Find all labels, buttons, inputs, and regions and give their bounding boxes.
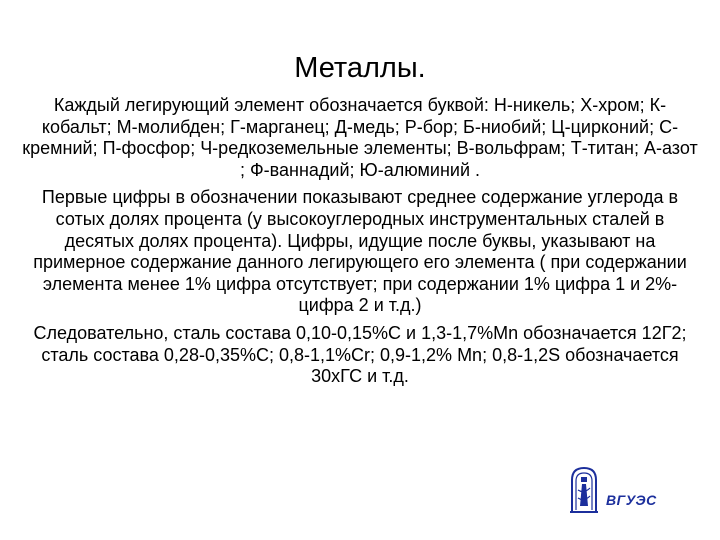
paragraph-example: Следовательно, сталь состава 0,10-0,15%С и 1,3-1,7%Mn обозначается 12Г2; сталь состава 0,28-0,35%С; 0,8-1,1%Cr; 0,9-1,2% Mn; 0,8-1,2S обозначается 30хГС и т.д. [33,322,687,387]
lighthouse-emblem-icon [566,464,602,514]
paragraph-carbon-digits: Первые цифры в обозначении показывают среднее содержание углерода в сотых долях процента (у высокоуглеродных инструментальных сталей в десятых долях процента). Цифры, идущие после буквы, указывают на примерное содержание данного легирующего его элемента ( при содержании элемента менее 1% цифра отсутствует; при содержании 1% цифра 1 и 2%- цифра 2 и т.д.) [33,187,687,316]
slide-body [22,95,698,394]
paragraph-elements-legend: Каждый легирующий элемент обозначается буквой: Н-никель; Х-хром; К-кобальт; М-молибден; Г-марганец; Д-медь; Р-бор; Б-ниобий; Ц-цирконий; С-кремний; П-фосфор; Ч-редкоземельные элементы; В-вольфрам; Т-титан; А-азот ; Ф-ваннадий; Ю-алюминий . [22,95,698,180]
logo-text: ВГУЭС [606,492,657,508]
university-logo [566,464,670,514]
slide-title: Металлы. [294,52,426,84]
